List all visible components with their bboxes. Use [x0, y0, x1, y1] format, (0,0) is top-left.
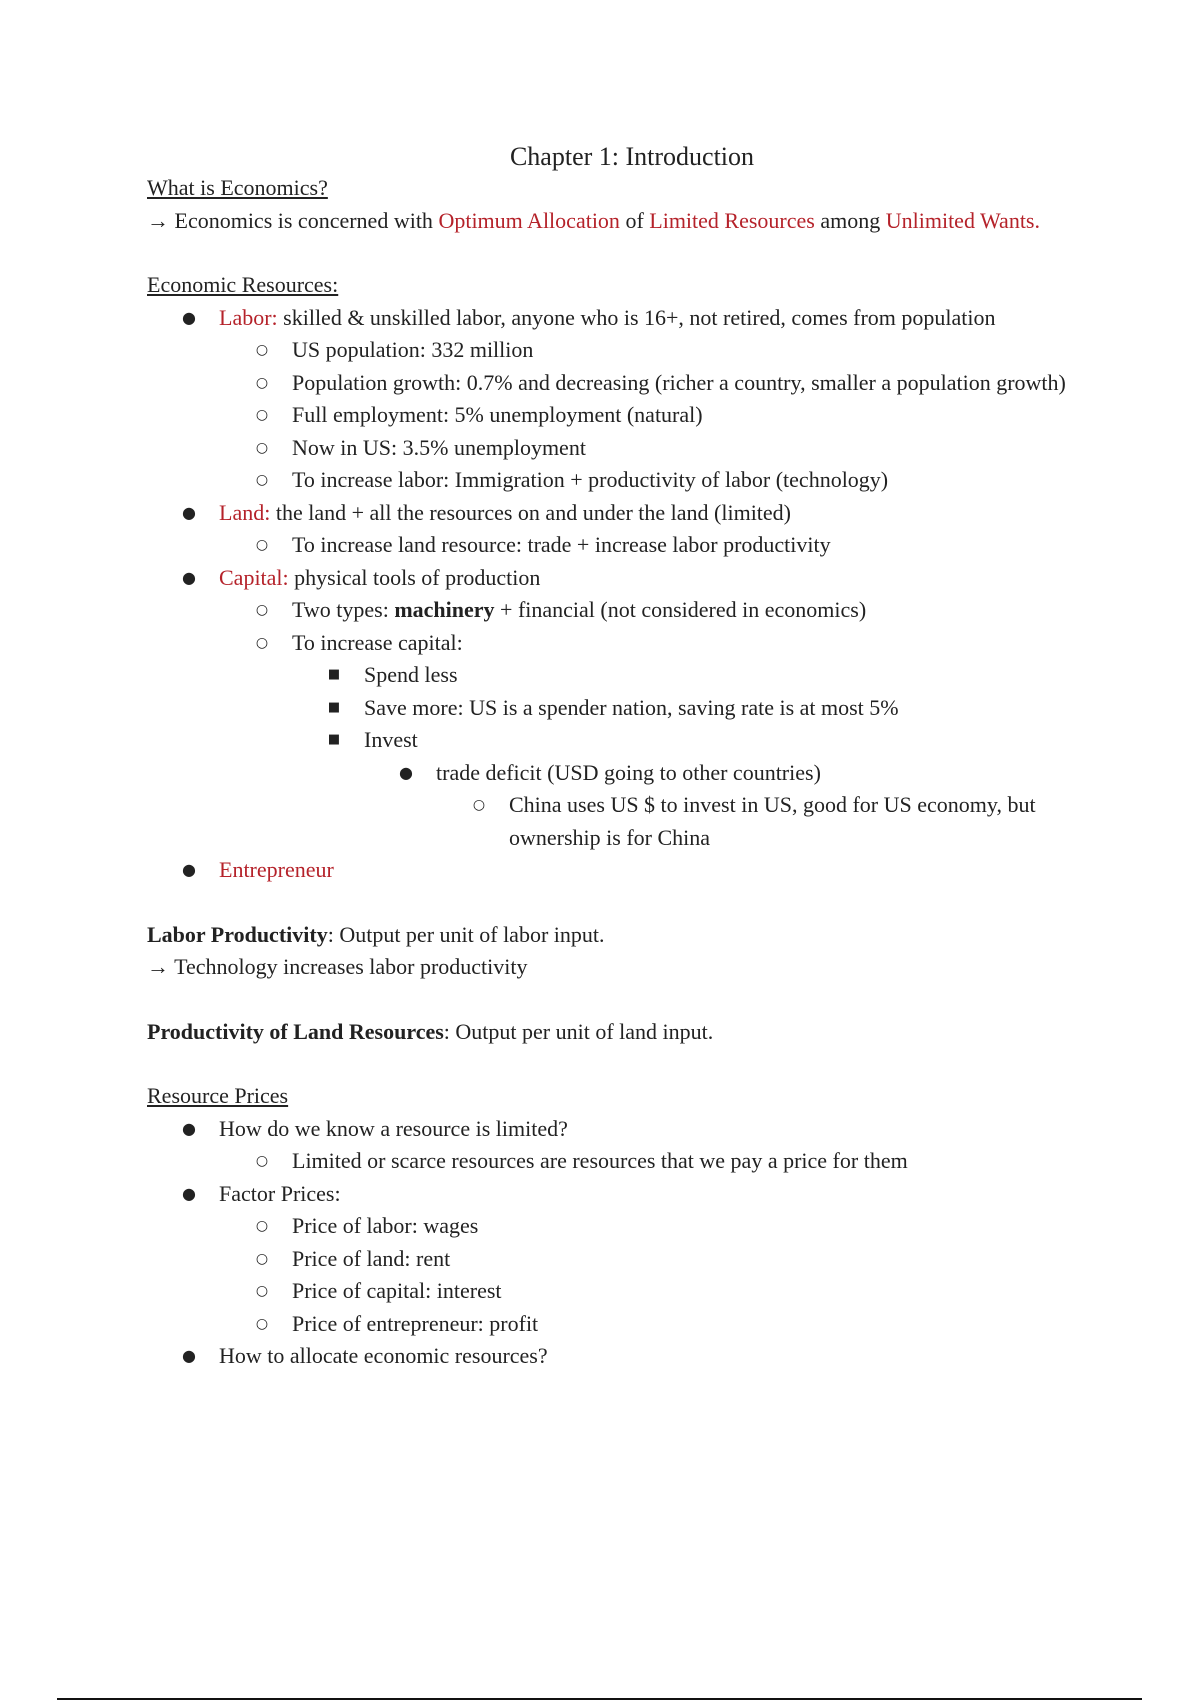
- hollow-bullet-icon: ○: [255, 342, 269, 358]
- labor-productivity-note: → Technology increases labor productivity: [147, 954, 528, 979]
- list-item: ■ Save more: US is a spender nation, saving rate is at most 5%: [147, 692, 1087, 725]
- term-labor: Labor:: [219, 304, 278, 330]
- hollow-bullet-icon: ○: [255, 1153, 269, 1169]
- list-item: ○ Price of capital: interest: [147, 1275, 1087, 1308]
- hollow-bullet-icon: ○: [255, 634, 269, 651]
- list-item: ● trade deficit (USD going to other countries): [147, 757, 1087, 790]
- hollow-bullet-icon: ○: [472, 797, 486, 813]
- list-item-land: ● Land: the land + all the resources on and under the land (limited): [147, 497, 1087, 530]
- hollow-bullet-icon: ○: [255, 1218, 269, 1234]
- list-item: ■ Invest: [147, 724, 1087, 757]
- land-productivity-definition: Productivity of Land Resources: Output per unit of land input.: [147, 1018, 714, 1044]
- bullet-icon: ●: [182, 860, 196, 879]
- arrow-icon: →: [147, 954, 169, 979]
- highlight-term: Unlimited Wants: [885, 207, 1035, 233]
- hollow-bullet-icon: ○: [255, 374, 269, 391]
- list-item: ○ To increase capital:: [147, 627, 1087, 660]
- section-heading-economic-resources: Economic Resources:: [147, 272, 339, 297]
- list-item: ■ Spend less: [147, 659, 1087, 692]
- list-item: ○ To increase labor: Immigration + productivity of labor (technology): [147, 464, 1087, 497]
- list-item-labor: ● Labor: skilled & unskilled labor, anyone who is 16+, not retired, comes from population: [147, 302, 1087, 335]
- bullet-icon: ●: [182, 307, 196, 327]
- hollow-bullet-icon: ○: [255, 407, 269, 423]
- list-item: ○ US population: 332 million: [147, 334, 1087, 367]
- list-item-entrepreneur: [147, 854, 1087, 887]
- list-item: ○ Price of land: rent: [147, 1243, 1087, 1276]
- bullet-icon: ●: [399, 762, 413, 782]
- term-capital: Capital:: [219, 564, 289, 590]
- section-heading-what-is-economics: What is Economics?: [147, 175, 328, 200]
- document-page: [147, 140, 1087, 1373]
- page-title: Chapter 1: Introduction: [509, 142, 755, 171]
- term-entrepreneur: Entrepreneur: [219, 857, 334, 882]
- list-item: ○ Limited or scarce resources are resources that we pay a price for them: [147, 1145, 1087, 1178]
- hollow-bullet-icon: ○: [255, 602, 269, 618]
- square-bullet-icon: ■: [327, 699, 341, 715]
- economics-definition: → Economics is concerned with Optimum Allocation of Limited Resources among Unlimited Wants.: [147, 207, 1040, 233]
- list-item: ● Factor Prices:: [147, 1178, 1087, 1211]
- bullet-icon: ●: [182, 567, 196, 587]
- hollow-bullet-icon: ○: [255, 1315, 269, 1332]
- hollow-bullet-icon: ○: [255, 1250, 269, 1267]
- list-item: ○ China uses US $ to invest in US, good for US economy, but ownership is for China: [147, 789, 1087, 854]
- list-item: ○ To increase land resource: trade + increase labor productivity: [147, 529, 1087, 562]
- hollow-bullet-icon: ○: [255, 439, 269, 456]
- term-land: Land:: [219, 499, 271, 525]
- square-bullet-icon: ■: [327, 732, 341, 747]
- highlight-term: Optimum Allocation: [438, 207, 620, 233]
- section-heading-resource-prices: Resource Prices: [147, 1083, 289, 1108]
- resources-list: [147, 302, 1087, 887]
- bullet-icon: ●: [182, 1346, 196, 1365]
- bullet-icon: ●: [182, 502, 196, 522]
- highlight-term: Limited Resources: [649, 207, 815, 233]
- hollow-bullet-icon: ○: [255, 1283, 269, 1299]
- list-item: ● How to allocate economic resources?: [147, 1340, 1087, 1373]
- list-item: ○ Price of labor: wages: [147, 1210, 1087, 1243]
- arrow-icon: →: [147, 207, 169, 233]
- hollow-bullet-icon: ○: [255, 472, 269, 488]
- list-item-capital: ● Capital: physical tools of production: [147, 562, 1087, 595]
- list-item: ● How do we know a resource is limited?: [147, 1113, 1087, 1146]
- list-item: ○ Full employment: 5% unemployment (natural): [147, 399, 1087, 432]
- list-item: ○ Population growth: 0.7% and decreasing (richer a country, smaller a population growth): [147, 367, 1087, 400]
- bullet-icon: ●: [182, 1118, 196, 1138]
- list-item: ○ Price of entrepreneur: profit: [147, 1308, 1087, 1341]
- list-item: ○ Now in US: 3.5% unemployment: [147, 432, 1087, 465]
- square-bullet-icon: ■: [327, 667, 341, 682]
- prices-list: [147, 1113, 1087, 1373]
- bullet-icon: ●: [182, 1183, 196, 1203]
- labor-productivity-definition: Labor Productivity: Output per unit of labor input.: [147, 921, 605, 947]
- hollow-bullet-icon: ○: [255, 537, 269, 553]
- list-item: ○ Two types: machinery + financial (not considered in economics): [147, 594, 1087, 627]
